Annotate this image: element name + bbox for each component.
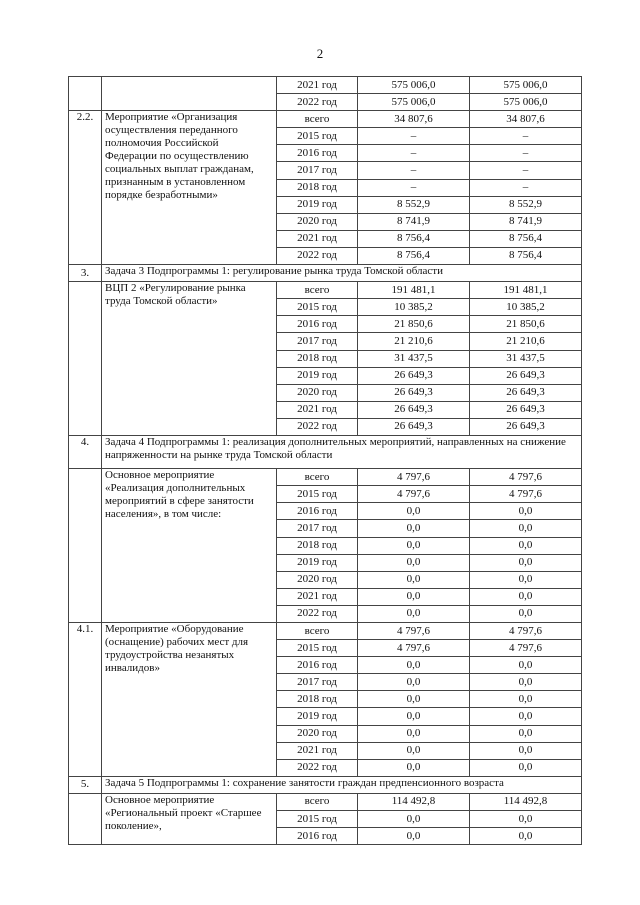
- source-value: 26 649,3: [470, 418, 582, 435]
- total-value: –: [358, 162, 470, 179]
- source-value: 34 807,6: [470, 111, 582, 128]
- item-description: Основное мероприятие «Реализация дополнительных мероприятий в сфере занятости населения», в том числе:: [102, 469, 277, 623]
- year-cell: 2020 год: [277, 725, 358, 742]
- source-value: 8 756,4: [470, 247, 582, 264]
- source-value: –: [470, 145, 582, 162]
- source-value: 0,0: [470, 725, 582, 742]
- source-value: 8 552,9: [470, 196, 582, 213]
- item-number: 4.1.: [69, 623, 102, 777]
- year-cell: 2019 год: [277, 554, 358, 571]
- item-number: 2.2.: [69, 111, 102, 265]
- total-value: 21 850,6: [358, 316, 470, 333]
- year-cell: всего: [277, 111, 358, 128]
- year-cell: 2018 год: [277, 691, 358, 708]
- source-value: 0,0: [470, 674, 582, 691]
- budget-table: [68, 76, 582, 845]
- task-number: 3.: [69, 265, 102, 282]
- source-value: 21 210,6: [470, 333, 582, 350]
- source-value: 0,0: [470, 605, 582, 622]
- year-cell: 2016 год: [277, 145, 358, 162]
- year-cell: 2017 год: [277, 162, 358, 179]
- year-cell: 2015 год: [277, 811, 358, 828]
- total-value: 0,0: [358, 605, 470, 622]
- table-row: [69, 793, 582, 810]
- total-value: 10 385,2: [358, 299, 470, 316]
- total-value: 8 741,9: [358, 213, 470, 230]
- task-text: Задача 4 Подпрограммы 1: реализация дополнительных мероприятий, направленных на снижение напряженности на рынке труда Томской области: [102, 435, 582, 468]
- total-value: 0,0: [358, 725, 470, 742]
- total-value: 4 797,6: [358, 640, 470, 657]
- source-value: 575 006,0: [470, 94, 582, 111]
- item-description: ВЦП 2 «Регулирование рынка труда Томской области»: [102, 282, 277, 436]
- year-cell: 2018 год: [277, 537, 358, 554]
- source-value: 31 437,5: [470, 350, 582, 367]
- source-value: –: [470, 162, 582, 179]
- year-cell: 2018 год: [277, 350, 358, 367]
- year-cell: 2020 год: [277, 213, 358, 230]
- source-value: 0,0: [470, 588, 582, 605]
- source-value: 0,0: [470, 537, 582, 554]
- item-number: [69, 282, 102, 436]
- source-value: 4 797,6: [470, 469, 582, 486]
- task-row: [69, 265, 582, 282]
- year-cell: 2015 год: [277, 128, 358, 145]
- total-value: –: [358, 128, 470, 145]
- task-number: 5.: [69, 776, 102, 793]
- table-row: [69, 469, 582, 486]
- total-value: 21 210,6: [358, 333, 470, 350]
- year-cell: 2022 год: [277, 94, 358, 111]
- source-value: –: [470, 128, 582, 145]
- source-value: 0,0: [470, 657, 582, 674]
- total-value: 0,0: [358, 571, 470, 588]
- source-value: 0,0: [470, 571, 582, 588]
- source-value: 0,0: [470, 520, 582, 537]
- year-cell: 2022 год: [277, 418, 358, 435]
- total-value: 0,0: [358, 554, 470, 571]
- year-cell: 2016 год: [277, 503, 358, 520]
- item-number: [69, 77, 102, 111]
- source-value: 191 481,1: [470, 282, 582, 299]
- total-value: 191 481,1: [358, 282, 470, 299]
- source-value: 0,0: [470, 691, 582, 708]
- year-cell: 2022 год: [277, 247, 358, 264]
- total-value: 8 756,4: [358, 230, 470, 247]
- total-value: 8 756,4: [358, 247, 470, 264]
- total-value: 0,0: [358, 674, 470, 691]
- source-value: 8 741,9: [470, 213, 582, 230]
- source-value: 0,0: [470, 742, 582, 759]
- task-text: Задача 3 Подпрограммы 1: регулирование рынка труда Томской области: [102, 265, 582, 282]
- year-cell: всего: [277, 623, 358, 640]
- item-description: [102, 77, 277, 111]
- total-value: 0,0: [358, 742, 470, 759]
- total-value: 575 006,0: [358, 94, 470, 111]
- year-cell: 2016 год: [277, 657, 358, 674]
- source-value: 0,0: [470, 708, 582, 725]
- year-cell: 2022 год: [277, 759, 358, 776]
- source-value: 4 797,6: [470, 640, 582, 657]
- year-cell: всего: [277, 282, 358, 299]
- item-description: Мероприятие «Оборудование (оснащение) рабочих мест для трудоустройства незанятых инвалидов»: [102, 623, 277, 777]
- year-cell: 2021 год: [277, 77, 358, 94]
- year-cell: 2019 год: [277, 196, 358, 213]
- source-value: 0,0: [470, 759, 582, 776]
- total-value: –: [358, 145, 470, 162]
- item-description: Мероприятие «Организация осуществления переданного полномочия Российской Федерации по осуществлению социальных выплат гражданам, признанным в установленном порядке безработными»: [102, 111, 277, 265]
- year-cell: всего: [277, 469, 358, 486]
- page-number: 2: [316, 46, 324, 61]
- total-value: 114 492,8: [358, 793, 470, 810]
- item-number: [69, 793, 102, 844]
- source-value: 0,0: [470, 503, 582, 520]
- total-value: 0,0: [358, 503, 470, 520]
- year-cell: 2019 год: [277, 367, 358, 384]
- total-value: 0,0: [358, 520, 470, 537]
- total-value: 26 649,3: [358, 401, 470, 418]
- total-value: 8 552,9: [358, 196, 470, 213]
- year-cell: 2015 год: [277, 299, 358, 316]
- table-row: [69, 623, 582, 640]
- source-value: 4 797,6: [470, 486, 582, 503]
- source-value: 0,0: [470, 554, 582, 571]
- source-value: 21 850,6: [470, 316, 582, 333]
- total-value: 0,0: [358, 708, 470, 725]
- task-text: Задача 5 Подпрограммы 1: сохранение занятости граждан предпенсионного возраста: [102, 776, 582, 793]
- year-cell: 2017 год: [277, 674, 358, 691]
- source-value: 26 649,3: [470, 367, 582, 384]
- year-cell: 2020 год: [277, 384, 358, 401]
- task-row: [69, 435, 582, 468]
- source-value: 114 492,8: [470, 793, 582, 810]
- total-value: 26 649,3: [358, 384, 470, 401]
- year-cell: 2015 год: [277, 640, 358, 657]
- source-value: 0,0: [470, 828, 582, 845]
- year-cell: 2021 год: [277, 742, 358, 759]
- source-value: 575 006,0: [470, 77, 582, 94]
- source-value: 0,0: [470, 811, 582, 828]
- source-value: 26 649,3: [470, 401, 582, 418]
- total-value: 0,0: [358, 537, 470, 554]
- year-cell: всего: [277, 793, 358, 810]
- total-value: 26 649,3: [358, 367, 470, 384]
- year-cell: 2016 год: [277, 316, 358, 333]
- total-value: 34 807,6: [358, 111, 470, 128]
- year-cell: 2021 год: [277, 588, 358, 605]
- total-value: 4 797,6: [358, 623, 470, 640]
- total-value: 0,0: [358, 588, 470, 605]
- total-value: 4 797,6: [358, 469, 470, 486]
- table-row: [69, 77, 582, 94]
- year-cell: 2017 год: [277, 520, 358, 537]
- total-value: –: [358, 179, 470, 196]
- task-number: 4.: [69, 435, 102, 468]
- year-cell: 2022 год: [277, 605, 358, 622]
- total-value: 31 437,5: [358, 350, 470, 367]
- total-value: 0,0: [358, 657, 470, 674]
- table-row: [69, 111, 582, 128]
- total-value: 0,0: [358, 759, 470, 776]
- source-value: 10 385,2: [470, 299, 582, 316]
- year-cell: 2021 год: [277, 230, 358, 247]
- source-value: –: [470, 179, 582, 196]
- total-value: 0,0: [358, 691, 470, 708]
- source-value: 26 649,3: [470, 384, 582, 401]
- total-value: 575 006,0: [358, 77, 470, 94]
- year-cell: 2017 год: [277, 333, 358, 350]
- total-value: 0,0: [358, 811, 470, 828]
- total-value: 4 797,6: [358, 486, 470, 503]
- year-cell: 2018 год: [277, 179, 358, 196]
- year-cell: 2015 год: [277, 486, 358, 503]
- table-row: [69, 282, 582, 299]
- source-value: 4 797,6: [470, 623, 582, 640]
- year-cell: 2021 год: [277, 401, 358, 418]
- item-number: [69, 469, 102, 623]
- total-value: 26 649,3: [358, 418, 470, 435]
- total-value: 0,0: [358, 828, 470, 845]
- year-cell: 2019 год: [277, 708, 358, 725]
- task-row: [69, 776, 582, 793]
- item-description: Основное мероприятие «Региональный проект «Старшее поколение»,: [102, 793, 277, 844]
- year-cell: 2020 год: [277, 571, 358, 588]
- source-value: 8 756,4: [470, 230, 582, 247]
- year-cell: 2016 год: [277, 828, 358, 845]
